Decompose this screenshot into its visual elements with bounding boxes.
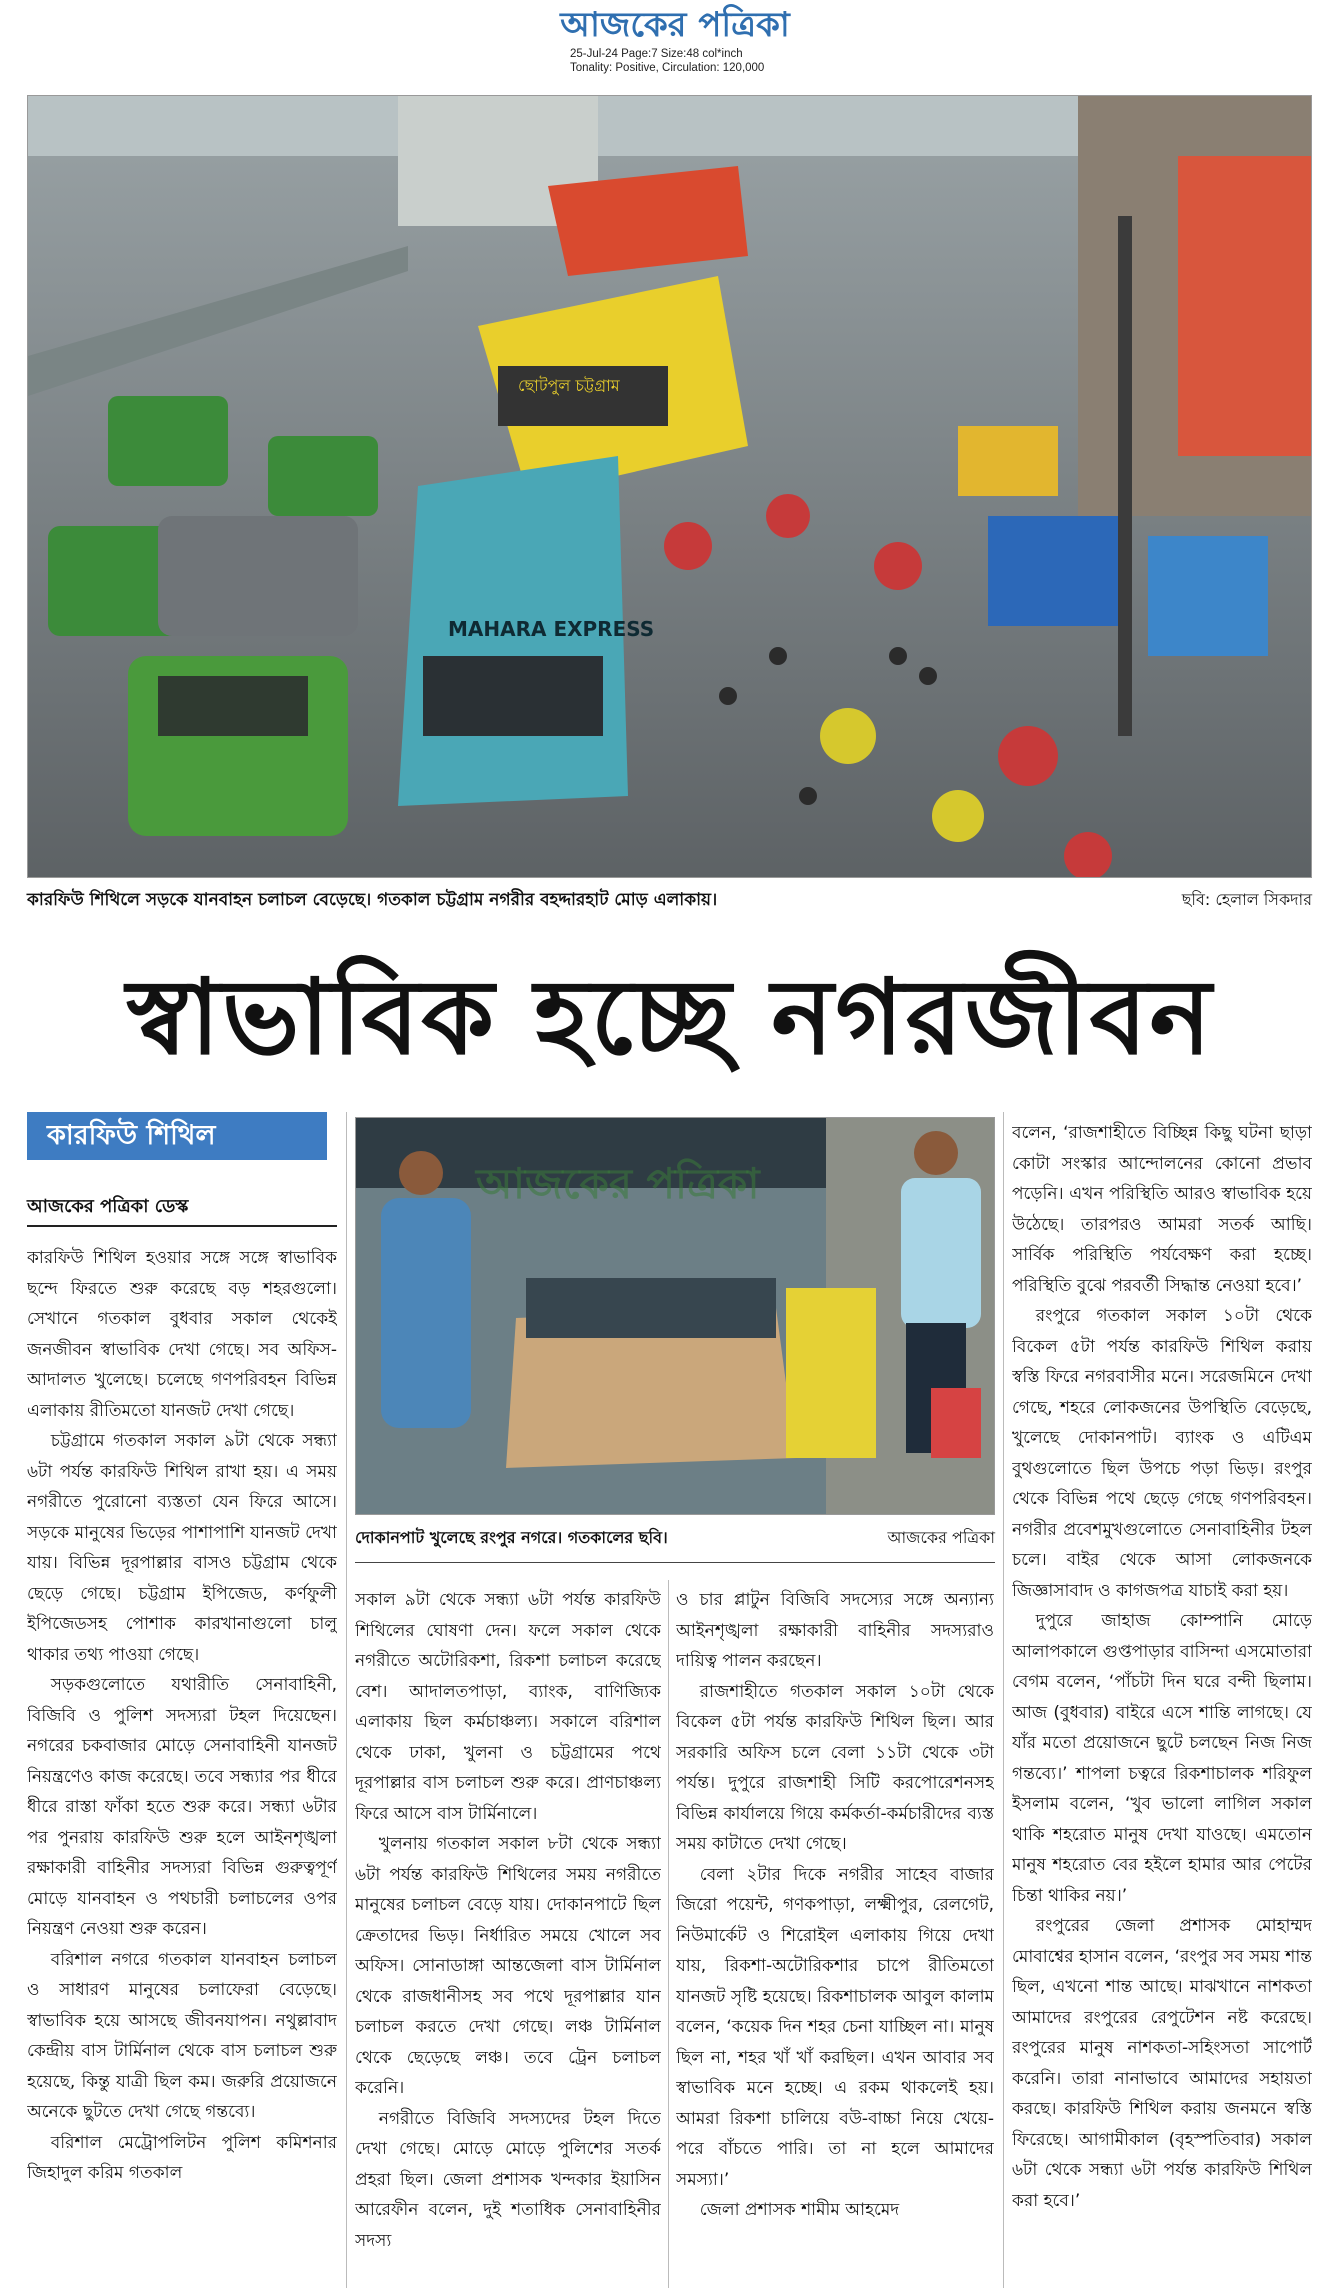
col1-paragraph-1: কারফিউ শিথিল হওয়ার সঙ্গে সঙ্গে স্বাভাবিক ছন্দে ফিরতে শুরু করেছে বড় শহরগুলো। সেখানে গতকাল বুধবার সকাল থেকেই জনজীবন স্বাভাবিক দেখা গেছে। সব অফিস-আদালত খুলেছে। চলেছে গণপরিবহন বিভিন্ন এলাকায় রীতিমতো যানজট দেখা গেছে। (27, 1248, 337, 1421)
col1-paragraph-4: বরিশাল নগরে গতকাল যানবাহন চলাচল ও সাধারণ মানুষের চলাফেরা বেড়েছে। স্বাভাবিক হয়ে আসছে জীবনযাপন। নথুল্লাবাদ কেন্দ্রীয় বাস টার্মিনাল থেকে বাস চলাচল শুরু হয়েছে, কিন্তু যাত্রী ছিল কম। জরুরি প্রয়োজনে অনেকে ছুটতে দেখা গেছে গন্তব্যে। (27, 1949, 337, 2122)
article-column-4 (1012, 1118, 1312, 2288)
shop-photo-credit: আজকের পত্রিকা (887, 1528, 995, 1547)
section-tag: কারফিউ শিথিল (27, 1112, 327, 1160)
shop-photo (355, 1117, 995, 1515)
caption-rule (355, 1562, 995, 1563)
byline: আজকের পত্রিকা ডেস্ক (27, 1196, 189, 1217)
bus-destination-sign-2: MAHARA EXPRESS (448, 617, 655, 641)
col1-paragraph-2: চট্টগ্রামে গতকাল সকাল ৯টা থেকে সন্ধ্যা ৬টা পর্যন্ত কারফিউ শিথিল রাখা হয়। এ সময় নগরীতে পুরোনো ব্যস্ততা যেন ফিরে আসে। সড়কে মানুষের ভিড়ের পাশাপাশি যানজট দেখা যায়। বিভিন্ন দূরপাল্লার বাসও চট্টগ্রাম থেকে ছেড়ে গেছে। চট্টগ্রাম ইপিজেড, কর্ণফুলী ইপিজেডসহ পোশাক কারখানাগুলো চালু থাকার তথ্য পাওয়া গেছে। (27, 1431, 337, 1665)
top-news-photo (27, 95, 1312, 878)
col3-paragraph-2: রাজশাহীতে গতকাল সকাল ১০টা থেকে বিকেল ৫টা পর্যন্ত কারফিউ শিথিল ছিল। আর সরকারি অফিস চলে বেলা ১১টা থেকে ৩টা পর্যন্ত। দুপুরে রাজশাহী সিটি করপোরেশনসহ বিভিন্ন কার্যালয়ে গিয়ে কর্মকর্তা-কর্মচারীদের ব্যস্ত সময় কাটাতে দেখা গেছে। (676, 1681, 994, 1854)
article-column-2 (355, 1585, 661, 2288)
col1-paragraph-5: বরিশাল মেট্রোপলিটন পুলিশ কমিশনার জিহাদুল করিম গতকাল (27, 2132, 337, 2183)
main-headline: স্বাভাবিক হচ্ছে নগরজীবন (126, 955, 1214, 1078)
bus-destination-sign-1: ছোটপুল চট্টগ্রাম (518, 376, 620, 395)
top-photo-caption-text: কারফিউ শিথিলে সড়কে যানবাহন চলাচল বেড়েছে। গতকাল চট্টগ্রাম নগরীর বহদ্দারহাট মোড় এলাকায়। (27, 890, 718, 910)
shop-photo-caption-text: দোকানপাট খুলেছে রংপুর নগরে। গতকালের ছবি। (355, 1528, 668, 1547)
top-photo-caption (27, 887, 1312, 913)
col3-paragraph-3: বেলা ২টার দিকে নগরীর সাহেব বাজার জিরো পয়েন্ট, গণকপাড়া, লক্ষ্মীপুর, রেলগেট, নিউমার্কেট ও শিরোইল এলাকায় গিয়ে দেখা যায়, রিকশা-অটোরিকশার চাপে রীতিমতো যানজট সৃষ্টি হয়েছে। রিকশাচালক আবুল কালাম বলেন, ‘কয়েক দিন শহর চেনা যাচ্ছিল না। মানুষ ছিল না, শহর খাঁ খাঁ করছিল। এখন আবার সব স্বাভাবিক মনে হচ্ছে। এ রকম থাকলেই হয়। আমরা রিকশা চালিয়ে বউ-বাচ্চা নিয়ে খেয়ে-পরে বাঁচতে পারি। তা না হলে আমাদের সমস্যা।’ (676, 1864, 994, 2190)
col4-paragraph-4: রংপুরের জেলা প্রশাসক মোহাম্মদ মোবাশ্বের হাসান বলেন, ‘রংপুর সব সময় শান্ত ছিল, এখনো শান্ত আছে। মাঝখানে নাশকতা আমাদের রংপুরের রেপুটেশন নষ্ট করেছে। রংপুরের মানুষ নাশকতা-সহিংসতা সাপোর্ট করেনি। তারা নানাভাবে আমাদের সহায়তা করছে। কারফিউ শিথিল করায় জনমনে স্বস্তি ফিরেছে। আগামীকাল (বৃহস্পতিবার) সকাল ৬টা থেকে সন্ধ্যা ৬টা পর্যন্ত কারফিউ শিথিল করা হবে।’ (1012, 1916, 1312, 2211)
byline-rule (27, 1225, 337, 1227)
col3-paragraph-4: জেলা প্রশাসক শামীম আহমেদ (699, 2200, 900, 2220)
clipping-meta-line-1: 25-Jul-24 Page:7 Size:48 col*inch (570, 48, 743, 60)
top-photo-credit: ছবি: হেলাল সিকদার (1181, 890, 1312, 909)
col4-paragraph-3: দুপুরে জাহাজ কোম্পানি মোড়ে আলাপকালে গুপ্তপাড়ার বাসিন্দা এসমোতারা বেগম বলেন, ‘পাঁচটা দিন ঘরে বন্দী ছিলাম। আজ (বুধবার) বাইরে এসে শান্তি লাগছে। যে যাঁর মতো প্রয়োজনে ছুটে চলছেন নিজ নিজ গন্তব্যে।’ শাপলা চত্বরে রিকশাচালক শরিফুল ইসলাম বলেন, ‘খুব ভালো লাগিল সকাল থাকি শহরোত মানুষ দেখা যাওছে। এমতোন মানুষ শহরোত বের হইলে হামার আর পেটের চিন্তা থাকির নয়।’ (1012, 1611, 1312, 1906)
newspaper-logo: আজকের পত্রিকা (560, 5, 790, 45)
column-divider (668, 1580, 669, 2288)
col2-paragraph-2: খুলনায় গতকাল সকাল ৮টা থেকে সন্ধ্যা ৬টা পর্যন্ত কারফিউ শিথিলের সময় নগরীতে মানুষের চলাচল বেড়ে যায়। দোকানপাটে ছিল ক্রেতাদের ভিড়। নির্ধারিত সময়ে খোলে সব অফিস। সোনাডাঙ্গা আন্তজেলা বাস টার্মিনাল থেকে রাজধানীসহ সব পথে দূরপাল্লার যান চলাচল করতে দেখা গেছে। লঞ্চ টার্মিনাল থেকে ছেড়েছে লঞ্চ। তবে ট্রেন চলাচল করেনি। (355, 1834, 661, 2098)
col4-paragraph-1: বলেন, ‘রাজশাহীতে বিচ্ছিন্ন কিছু ঘটনা ছাড়া কোটা সংস্কার আন্দোলনের কোনো প্রভাব পড়েনি। এখন পরিস্থিতি আরও স্বাভাবিক হয়ে উঠেছে। তারপরও আমরা সতর্ক আছি। সার্বিক পরিস্থিতি পর্যবেক্ষণ করা হচ্ছে। পরিস্থিতি বুঝে পরবর্তী সিদ্ধান্ত নেওয়া হবে।’ (1012, 1123, 1312, 1296)
column-divider (1003, 1112, 1004, 2288)
clipping-meta (570, 47, 830, 75)
article-column-1 (27, 1243, 337, 2288)
masthead (0, 0, 1340, 92)
shop-photo-caption (355, 1525, 995, 1551)
column-divider (346, 1112, 347, 2288)
col2-paragraph-1: সকাল ৯টা থেকে সন্ধ্যা ৬টা পর্যন্ত কারফিউ শিথিলের ঘোষণা দেন। ফলে সকাল থেকে নগরীতে অটোরিকশা, রিকশা চলাচল করেছে বেশ। আদালতপাড়া, ব্যাংক, বাণিজ্যিক এলাকায় ছিল কর্মচাঞ্চল্য। সকালে বরিশাল থেকে ঢাকা, খুলনা ও চট্টগ্রামের পথে দূরপাল্লার বাস চলাচল শুরু করে। প্রাণচাঞ্চল্য ফিরে আসে বাস টার্মিনালে। (355, 1590, 661, 1824)
photo-watermark: আজকের পত্রিকা (476, 1159, 760, 1208)
article-column-3 (676, 1585, 994, 2288)
col1-paragraph-3: সড়কগুলোতে যথারীতি সেনাবাহিনী, বিজিবি ও পুলিশ সদস্যরা টহল দিয়েছেন। নগরের চকবাজার মোড়ে সেনাবাহিনী যানজট নিয়ন্ত্রণেও কাজ করেছে। তবে সন্ধ্যার পর ধীরে ধীরে রাস্তা ফাঁকা হতে শুরু করে। সন্ধ্যা ৬টার পর পুনরায় কারফিউ শুরু হলে আইনশৃঙ্খলা রক্ষাকারী বাহিনীর সদস্যরা বিভিন্ন গুরুত্বপূর্ণ মোড়ে যানবাহন ও পথচারী চলাচলের ওপর নিয়ন্ত্রণ নেওয়া শুরু করেন। (27, 1675, 337, 1939)
clipping-meta-line-2: Tonality: Positive, Circulation: 120,000 (570, 62, 765, 74)
col4-paragraph-2: রংপুরে গতকাল সকাল ১০টা থেকে বিকেল ৫টা পর্যন্ত কারফিউ শিথিল করায় স্বস্তি ফিরে নগরবাসীর মনে। সরেজমিনে দেখা গেছে, শহরে লোকজনের উপস্থিতি বেড়েছে, খুলেছে দোকানপাট। ব্যাংক ও এটিএম বুথগুলোতে ছিল উপচে পড়া ভিড়। রংপুর থেকে বিভিন্ন পথে ছেড়ে গেছে গণপরিবহন। নগরীর প্রবেশমুখগুলোতে সেনাবাহিনীর টহল চলে। বাইর থেকে আসা লোকজনকে জিজ্ঞাসাবাদ ও কাগজপত্র যাচাই করা হয়। (1012, 1306, 1312, 1601)
col3-paragraph-1: ও চার প্লাটুন বিজিবি সদস্যের সঙ্গে অন্যান্য আইনশৃঙ্খলা রক্ষাকারী বাহিনীর সদস্যরাও দায়িত্ব পালন করছেন। (676, 1590, 994, 1671)
col2-paragraph-3: নগরীতে বিজিবি সদস্যদের টহল দিতে দেখা গেছে। মোড়ে মোড়ে পুলিশের সতর্ক প্রহরা ছিল। জেলা প্রশাসক খন্দকার ইয়াসিন আরেফীন বলেন, দুই শতাধিক সেনাবাহিনীর সদস্য (355, 2108, 661, 2251)
